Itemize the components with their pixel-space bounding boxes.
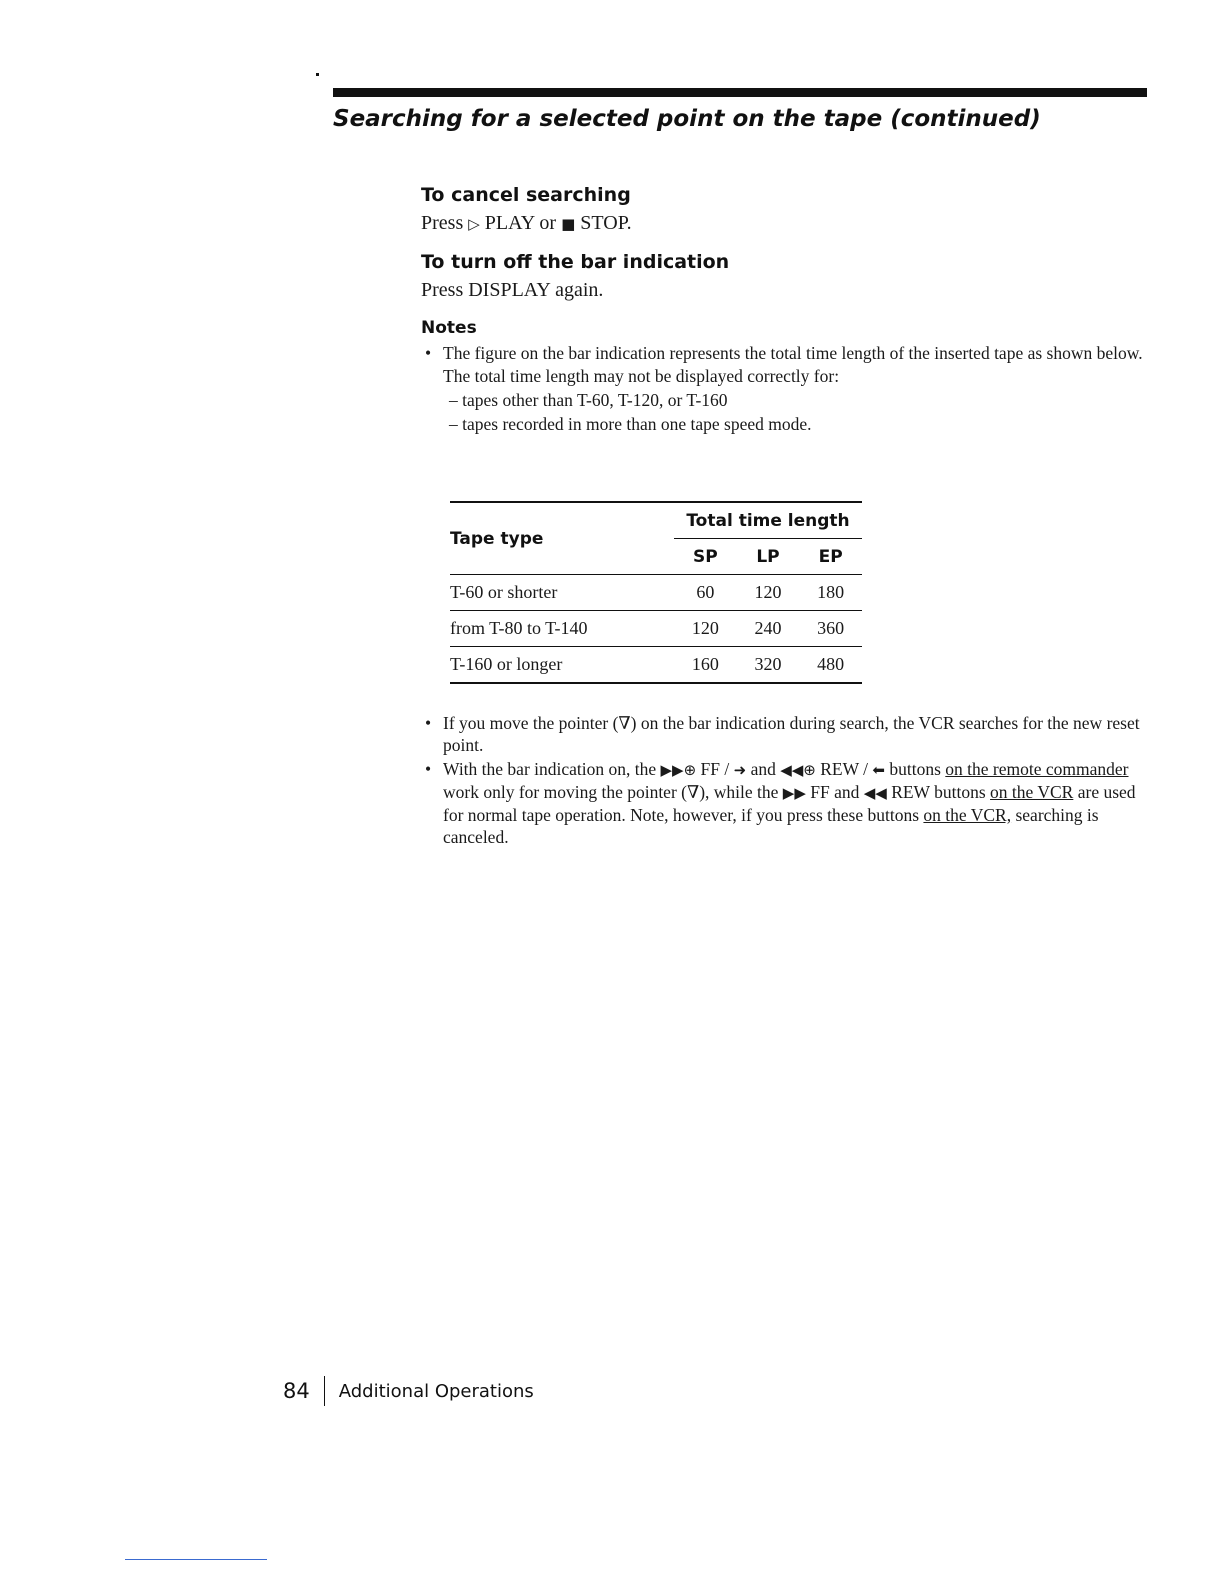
notes-heading: Notes	[421, 318, 477, 338]
stop-label: STOP.	[580, 212, 632, 234]
buttons-text: buttons	[889, 759, 941, 779]
main-content	[421, 184, 1156, 436]
footer-divider	[324, 1376, 325, 1406]
table-row	[450, 611, 862, 647]
table-cell-sp: 60	[674, 575, 737, 611]
bullet3-text-d: are used for normal tape operation. Note, however, if you press these buttons	[443, 782, 1136, 825]
table-header-lp: LP	[737, 539, 800, 575]
and-text: and	[750, 759, 776, 779]
table-cell-lp: 120	[737, 575, 800, 611]
table-cell-ep: 180	[799, 575, 862, 611]
notes-continued	[421, 712, 1156, 850]
on-the-vcr-text-2: on the VCR,	[923, 805, 1012, 825]
page-number: 84	[283, 1379, 310, 1403]
rew-index-icon: ◀◀⊕	[780, 761, 816, 779]
cancel-instruction	[421, 212, 1156, 235]
note-dash-1: – tapes other than T-60, T-120, or T-160	[449, 390, 728, 410]
scan-edge-line	[125, 1559, 267, 1560]
ff-index-icon: ▶▶⊕	[660, 761, 697, 779]
cancel-heading: To cancel searching	[421, 184, 631, 206]
page-footer	[283, 1376, 534, 1406]
tape-length-table	[450, 501, 862, 684]
bar-off-instruction: Press DISPLAY again.	[421, 279, 604, 301]
table-cell-sp: 120	[674, 611, 737, 647]
table-cell-type: from T-80 to T-140	[450, 611, 674, 647]
arrow-left-icon: ⬅	[872, 761, 885, 779]
header-rule	[333, 88, 1147, 97]
rew-icon: ◀◀	[863, 784, 887, 802]
rew-label: REW /	[820, 759, 869, 779]
table-cell-sp: 160	[691, 654, 719, 674]
bullet3-text-a: With the bar indication on, the	[443, 759, 657, 779]
stop-icon: ■	[561, 215, 576, 233]
on-the-vcr-text: on the VCR	[990, 782, 1074, 802]
page-title: Searching for a selected point on the tape (continued)	[333, 106, 1041, 132]
bar-off-heading: To turn off the bar indication	[421, 251, 730, 273]
table-cell-type: T-160 or longer	[450, 654, 563, 674]
table-cell-lp: 320	[754, 654, 782, 674]
ff-icon: ▶▶	[782, 784, 806, 802]
note-bullet-3	[421, 758, 1156, 848]
arrow-right-icon: ➜	[733, 761, 747, 779]
table-header-ep: EP	[799, 539, 862, 575]
table-cell-ep: 480	[817, 654, 845, 674]
table-header-total: Total time length	[674, 502, 862, 539]
note-bullet-1: • The figure on the bar indication represents the total time length of the inserted tape as shown below.	[421, 342, 1156, 364]
table-cell-ep: 360	[799, 611, 862, 647]
table-row	[450, 647, 862, 684]
bullet3-text-c: REW buttons	[891, 782, 986, 802]
table-cell-type: T-60 or shorter	[450, 575, 674, 611]
table-header-tape-type: Tape type	[450, 502, 674, 575]
ff-label: FF /	[700, 759, 730, 779]
play-label: PLAY or	[484, 212, 557, 234]
cancel-press: Press	[421, 212, 464, 234]
bullet3-text-e: searching is canceled.	[443, 805, 1099, 847]
footer-section-name: Additional Operations	[338, 1380, 534, 1402]
table-header-sp: SP	[674, 539, 737, 575]
ff-and-text: FF and	[810, 782, 860, 802]
note-bullet-1-continued: The total time length may not be displayed correctly for:	[443, 366, 840, 386]
table-row	[450, 575, 862, 611]
note-bullet-2: • If you move the pointer (∇) on the bar indication during search, the VCR searches for the new reset point.	[421, 712, 1156, 756]
remote-commander-text: on the remote commander	[945, 759, 1129, 779]
note-dash-2: – tapes recorded in more than one tape speed mode.	[449, 414, 812, 434]
table-cell-lp: 240	[737, 611, 800, 647]
speck-mark	[316, 73, 319, 76]
bullet3-text-b: work only for moving the pointer (∇), while the	[443, 782, 779, 802]
play-icon: ▷	[468, 215, 480, 233]
